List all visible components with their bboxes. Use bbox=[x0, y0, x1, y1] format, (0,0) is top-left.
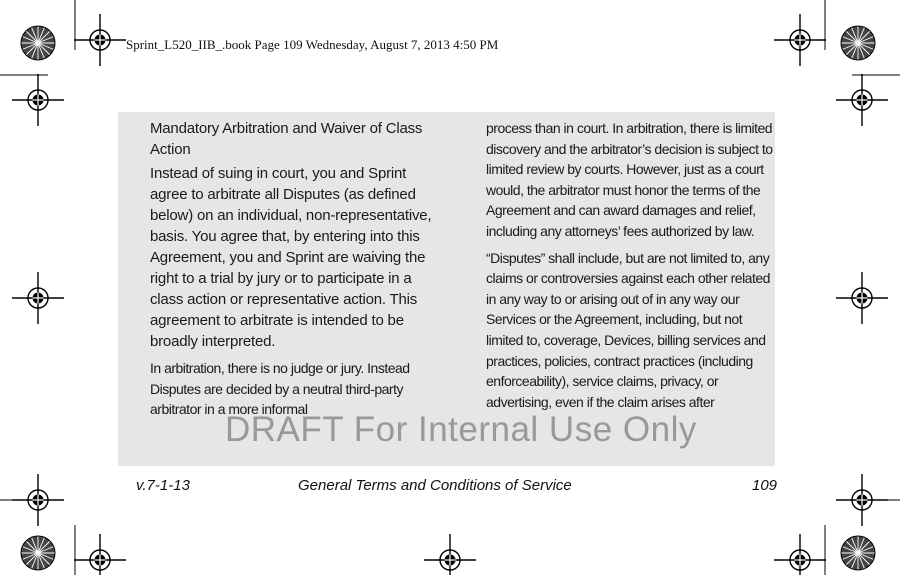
print-header: Sprint_L520_IIB_.book Page 109 Wednesday, August 7, 2013 4:50 PM bbox=[126, 37, 499, 52]
starburst-mark-top-left bbox=[21, 26, 55, 60]
registration-mark bbox=[424, 534, 476, 575]
registration-mark bbox=[12, 272, 64, 324]
registration-mark bbox=[836, 272, 888, 324]
draft-watermark: DRAFT For Internal Use Only bbox=[225, 410, 697, 449]
footer-title: General Terms and Conditions of Service bbox=[298, 477, 572, 494]
page-number: 109 bbox=[752, 477, 778, 494]
registration-mark bbox=[774, 534, 826, 575]
section-heading: Mandatory Arbitration and Waiver of Class Action bbox=[150, 120, 423, 158]
footer-version: v.7-1-13 bbox=[136, 477, 190, 494]
starburst-mark-bottom-right bbox=[841, 536, 875, 570]
left-column bbox=[150, 118, 442, 420]
arbitration-process-paragraph: process than in court. In arbitration, there is limited discovery and the arbitrator’s decision is subject to limited review by courts. However, just as a court would, the arbitrator must honor the terms of the Agreement and can award damages and relief, including any attorneys’ fees authorized by law. bbox=[486, 120, 773, 239]
registration-mark bbox=[74, 14, 126, 66]
registration-mark bbox=[74, 534, 126, 575]
registration-mark bbox=[12, 74, 64, 126]
arbitration-description-paragraph: In arbitration, there is no judge or jury. Instead Disputes are decided by a neutral third-party arbitrator in a more informal bbox=[150, 360, 410, 418]
registration-mark bbox=[12, 474, 64, 526]
starburst-mark-bottom-left bbox=[21, 536, 55, 570]
registration-mark bbox=[774, 14, 826, 66]
starburst-mark-top-right bbox=[841, 26, 875, 60]
disputes-definition-paragraph: “Disputes” shall include, but are not limited to, any claims or controversies against each other related in any way to or arising out of in any way our Services or the Agreement, including, but not limited to, coverage, Devices, billing services and practices, policies, contract practices (including enforceability), service claims, privacy, or advertising, even if the claim arises after bbox=[486, 249, 770, 410]
right-column bbox=[486, 118, 778, 412]
arbitration-agreement-paragraph: Instead of suing in court, you and Sprint agree to arbitrate all Disputes (as defined below) on an individual, non-representative, basis. You agree that, by entering into this Agreement, you and Sprint are waiving the right to a trial by jury or to participate in a class action or representative action. This agreement to arbitrate is intended to be broadly interpreted. bbox=[150, 165, 432, 350]
registration-mark bbox=[836, 474, 888, 526]
registration-mark bbox=[836, 74, 888, 126]
